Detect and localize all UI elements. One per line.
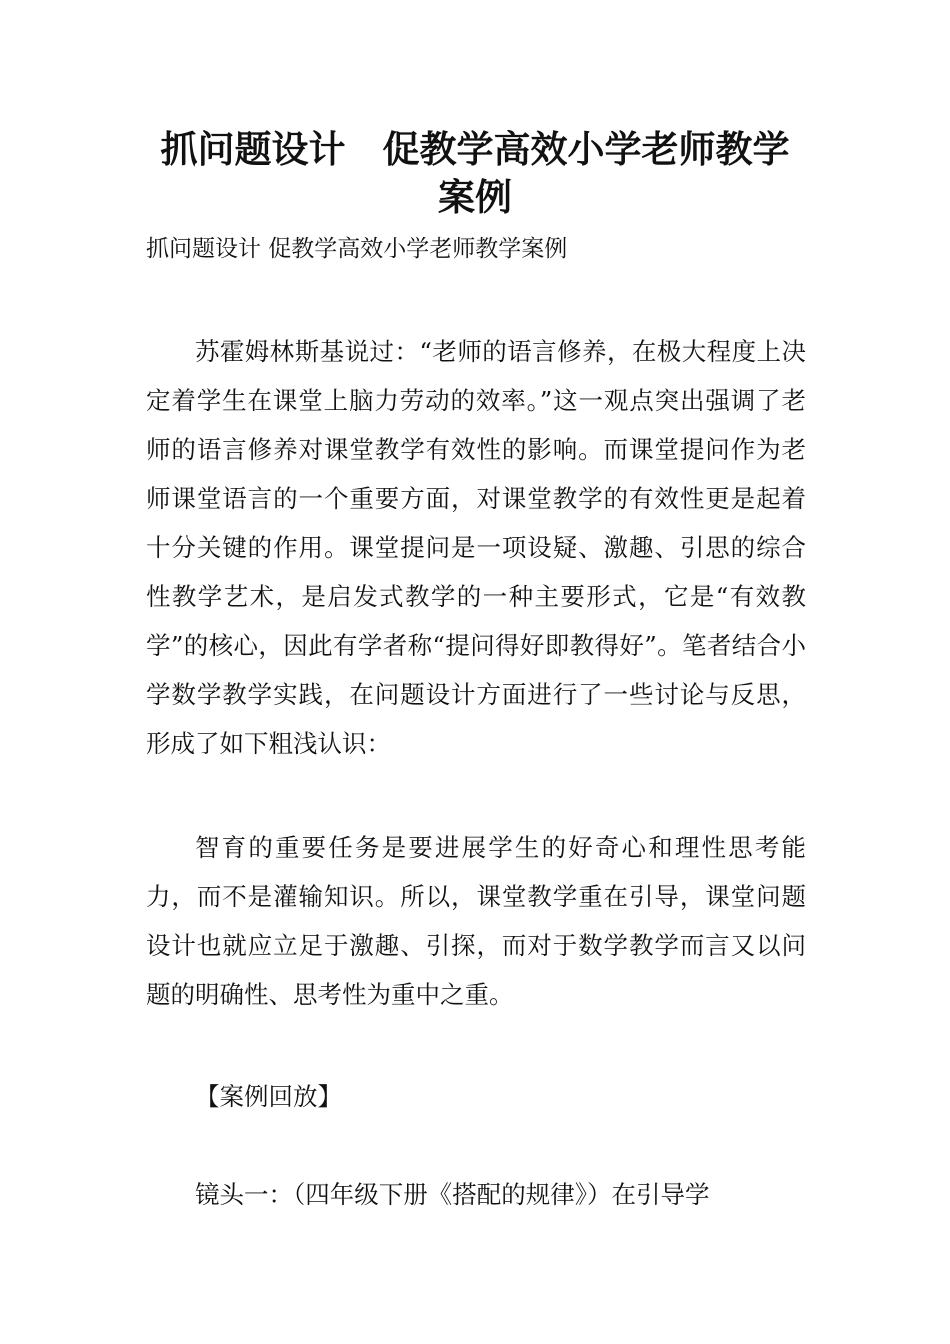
paragraph-intellectual-education: 智育的重要任务是要进展学生的好奇心和理性思考能力，而不是灌输知识。所以，课堂教学重在引导，课堂问题设计也就应立足于激趣、引探，而对于数学教学而言又以问题的明确性、思考性为重中之重。 (146, 833, 806, 1009)
section-heading-case-review: 【案例回放】 (195, 1082, 342, 1111)
paragraph-intro: 苏霍姆林斯基说过：“老师的语言修养，在极大程度上决定着学生在课堂上脑力劳动的效率。”这一观点突出强调了老师的语言修养对课堂教学有效性的影响。而课堂提问作为老师课堂语言的一个重要方面，对课堂教学的有效性更是起着十分关键的作用。课堂提问是一项设疑、激趣、引思的综合性教学艺术，是启发式教学的一种主要形式，它是“有效教学”的核心，因此有学者称“提问得好即教得好”。笔者结合小学数学教学实践，在问题设计方面进行了一些讨论与反思，形成了如下粗浅认识： (146, 337, 806, 758)
document-title-line-2: 案例 (438, 176, 512, 219)
document-title-line-1: 抓问题设计 促教学高效小学老师教学 (160, 128, 790, 171)
paragraph-scene-one: 镜头一：（四年级下册《搭配的规律》）在引导学 (195, 1180, 710, 1209)
document-subtitle: 抓问题设计 促教学高效小学老师教学案例 (146, 236, 568, 262)
